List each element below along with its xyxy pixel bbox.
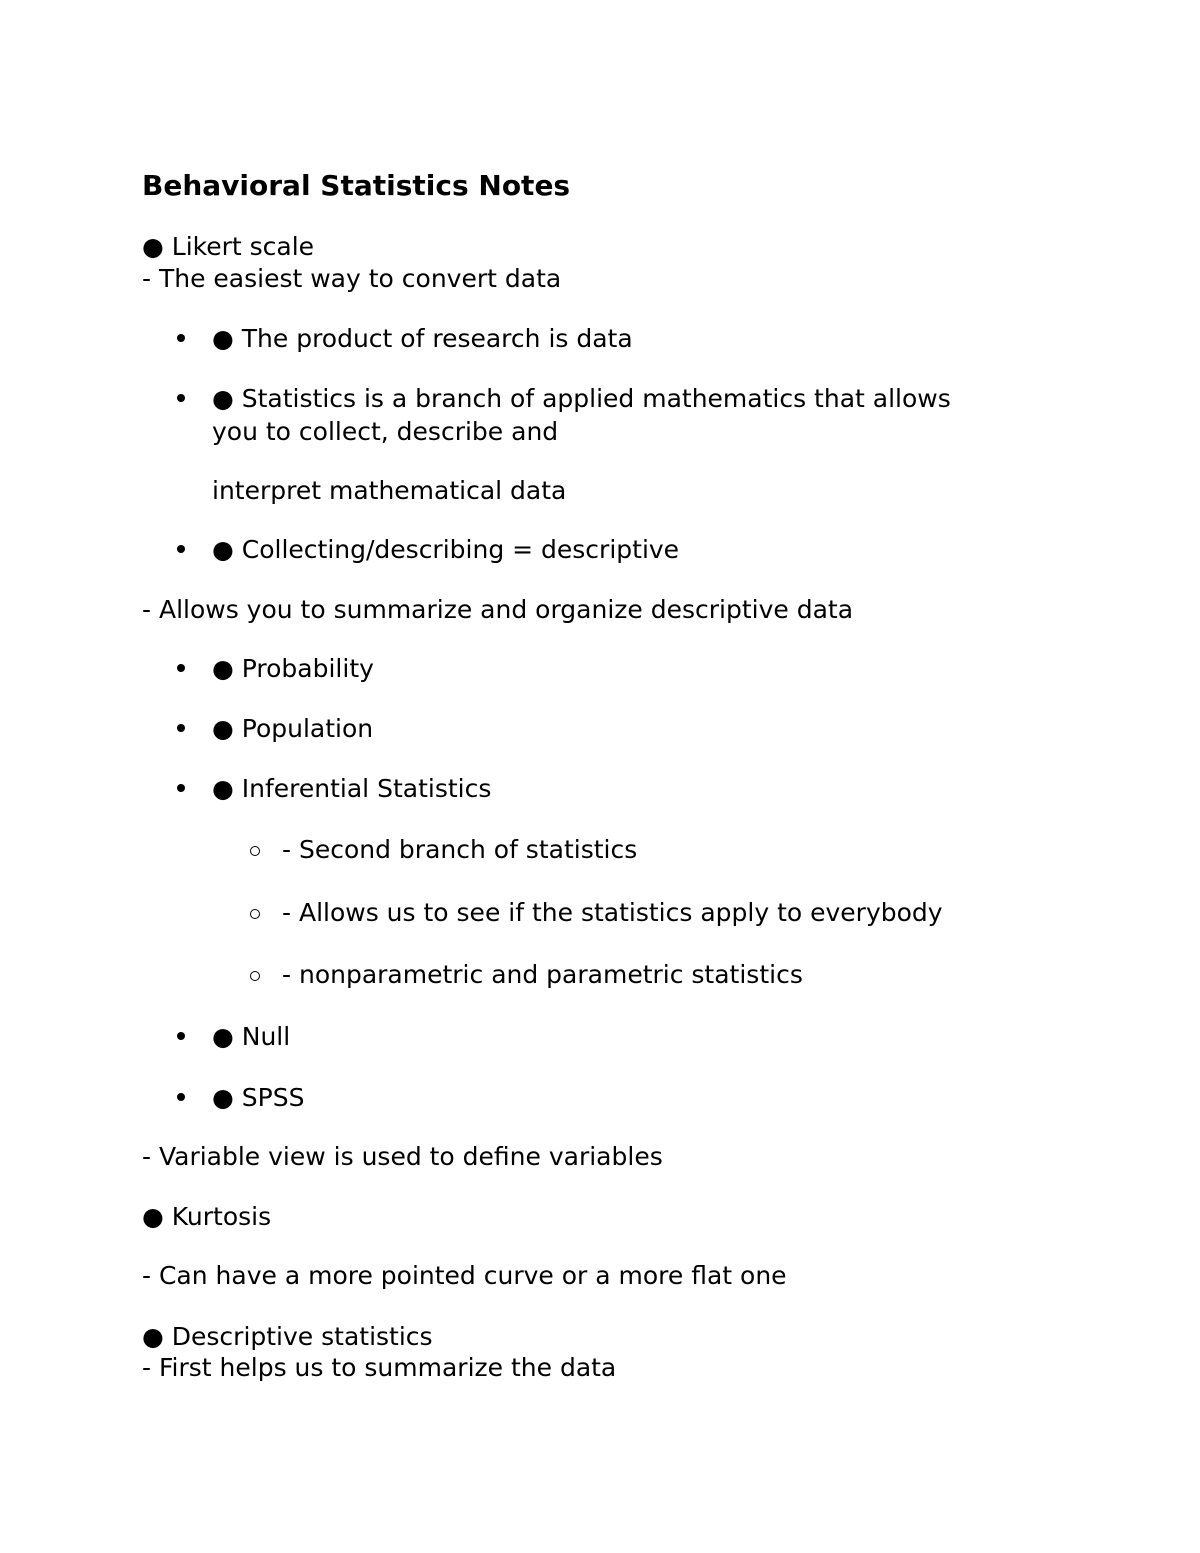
text-line: - Can have a more pointed curve or a more flat one xyxy=(142,1261,787,1290)
bullet-icon xyxy=(177,394,185,402)
bullet-icon xyxy=(177,1093,185,1101)
bullet-icon xyxy=(177,545,185,553)
list-item: ● SPSS xyxy=(212,1083,305,1112)
text-line: - First helps us to summarize the data xyxy=(142,1353,617,1382)
text-line: ● Kurtosis xyxy=(142,1202,272,1231)
hollow-bullet-icon xyxy=(250,971,260,981)
sub-list-item: - Second branch of statistics xyxy=(282,835,638,864)
text-line: - Allows you to summarize and organize descriptive data xyxy=(142,595,854,624)
bullet-icon xyxy=(177,1032,185,1040)
list-item: ● The product of research is data xyxy=(212,324,633,353)
list-item: ● Population xyxy=(212,714,374,743)
list-item: ● Null xyxy=(212,1022,291,1051)
bullet-icon xyxy=(177,664,185,672)
list-item: ● Inferential Statistics xyxy=(212,774,492,803)
list-item: ● Collecting/describing = descriptive xyxy=(212,535,680,564)
text-line: ● Likert scale xyxy=(142,232,315,261)
text-line: - The easiest way to convert data xyxy=(142,264,562,293)
sub-list-item: - Allows us to see if the statistics apply to everybody xyxy=(282,898,943,927)
list-item: ● Probability xyxy=(212,654,374,683)
text-line: - Variable view is used to define variables xyxy=(142,1142,663,1171)
bullet-icon xyxy=(177,784,185,792)
list-item: ● Statistics is a branch of applied mathematics that allows xyxy=(212,384,951,413)
text-line: ● Descriptive statistics xyxy=(142,1322,433,1351)
bullet-icon xyxy=(177,334,185,342)
hollow-bullet-icon xyxy=(250,909,260,919)
bullet-icon xyxy=(177,724,185,732)
sub-list-item: - nonparametric and parametric statistics xyxy=(282,960,803,989)
list-item-continuation: interpret mathematical data xyxy=(212,476,567,505)
list-item-continuation: you to collect, describe and xyxy=(212,417,559,446)
hollow-bullet-icon xyxy=(250,846,260,856)
page-title: Behavioral Statistics Notes xyxy=(142,169,571,202)
